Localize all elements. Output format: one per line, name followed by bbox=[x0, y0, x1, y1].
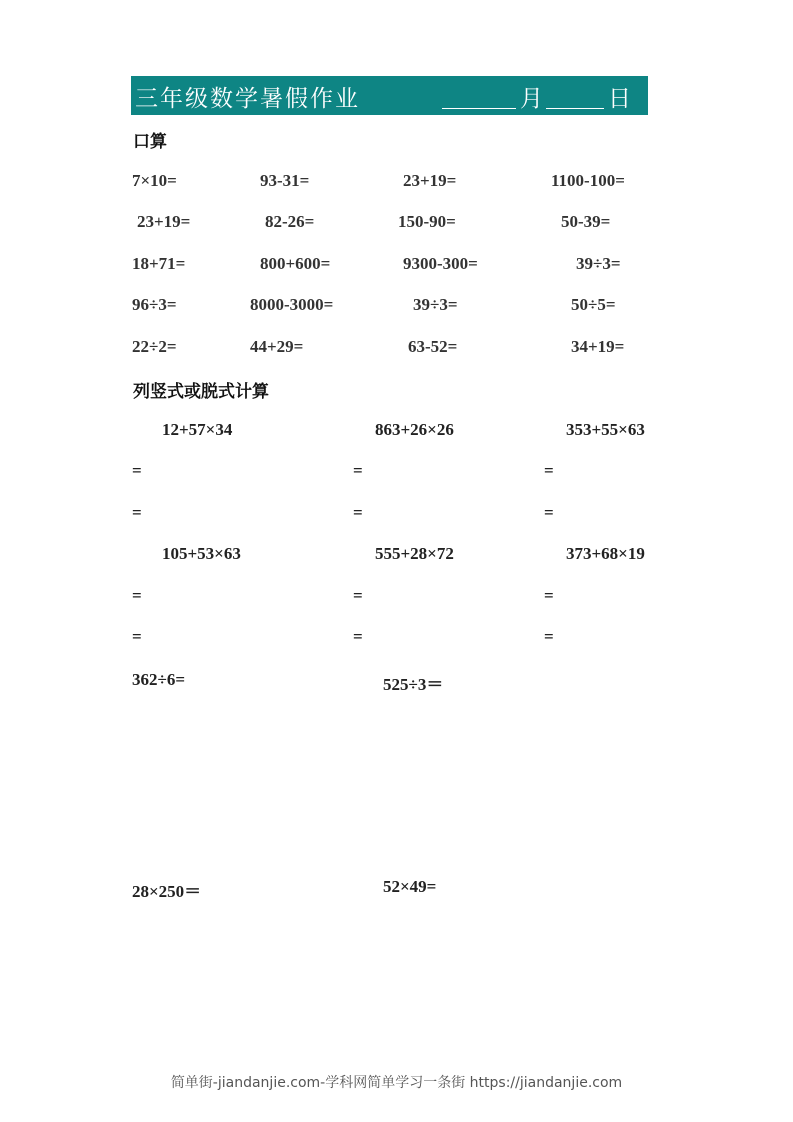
expression: 373+68×19 bbox=[566, 544, 645, 563]
equals-sign: = bbox=[544, 461, 554, 480]
mental-problem: 18+71= bbox=[132, 254, 186, 273]
month-blank bbox=[442, 108, 516, 109]
day-blank bbox=[546, 108, 604, 109]
mental-problem: 39÷3= bbox=[576, 254, 621, 273]
equals-sign: = bbox=[132, 461, 142, 480]
equals-sign: = bbox=[353, 461, 363, 480]
equals-sign: = bbox=[132, 503, 142, 522]
mental-problem: 7×10= bbox=[132, 171, 177, 190]
mental-problem: 39÷3= bbox=[413, 295, 458, 314]
mental-problem: 50-39= bbox=[561, 212, 611, 231]
header-bar bbox=[131, 76, 648, 115]
equals-sign: = bbox=[353, 586, 363, 605]
mental-problem: 63-52= bbox=[408, 337, 458, 356]
equals-sign: = bbox=[544, 627, 554, 646]
equals-sign: = bbox=[132, 627, 142, 646]
mental-problem: 9300-300= bbox=[403, 254, 478, 273]
equals-sign: = bbox=[544, 503, 554, 522]
mental-problem: 1100-100= bbox=[551, 171, 625, 190]
equals-sign: = bbox=[353, 627, 363, 646]
division-problem: 362÷6= bbox=[132, 670, 186, 689]
mental-problem: 82-26= bbox=[265, 212, 315, 231]
equals-sign: = bbox=[353, 503, 363, 522]
section-mental-math: 口算 bbox=[133, 132, 167, 152]
mental-problem: 150-90= bbox=[398, 212, 456, 231]
day-label: 日 bbox=[608, 86, 631, 112]
month-label: 月 bbox=[520, 86, 543, 112]
multiplication-problem: 28×250＝ bbox=[132, 882, 202, 901]
expression: 105+53×63 bbox=[162, 544, 241, 563]
mental-problem: 800+600= bbox=[260, 254, 331, 273]
mental-problem: 22÷2= bbox=[132, 337, 177, 356]
expression: 12+57×34 bbox=[162, 420, 233, 439]
division-problem: 525÷3＝ bbox=[383, 675, 444, 694]
mental-problem: 93-31= bbox=[260, 171, 310, 190]
mental-problem: 23+19= bbox=[403, 171, 457, 190]
multiplication-problem: 52×49= bbox=[383, 877, 437, 896]
mental-problem: 96÷3= bbox=[132, 295, 177, 314]
section-written-calculation: 列竖式或脱式计算 bbox=[133, 382, 269, 402]
mental-problem: 50÷5= bbox=[571, 295, 616, 314]
equals-sign: = bbox=[544, 586, 554, 605]
mental-problem: 44+29= bbox=[250, 337, 304, 356]
mental-problem: 8000-3000= bbox=[250, 295, 334, 314]
equals-sign: = bbox=[132, 586, 142, 605]
page-footer: 简单街-jiandanjie.com-学科网简单学习一条街 https://jiandanjie.com bbox=[170, 1075, 623, 1091]
page-title: 三年级数学暑假作业 bbox=[135, 86, 360, 112]
expression: 863+26×26 bbox=[375, 420, 454, 439]
expression: 555+28×72 bbox=[375, 544, 454, 563]
mental-problem: 34+19= bbox=[571, 337, 625, 356]
expression: 353+55×63 bbox=[566, 420, 645, 439]
mental-problem: 23+19= bbox=[137, 212, 191, 231]
